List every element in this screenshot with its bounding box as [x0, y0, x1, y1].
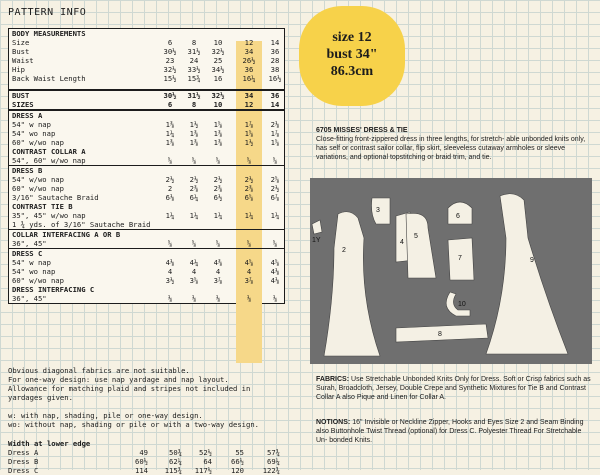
row-value: 36: [270, 47, 280, 56]
row-label: 54" wo nap: [12, 267, 56, 276]
row-value: ⅝: [215, 239, 221, 248]
size-badge: [302, 9, 402, 103]
row-value: 1½: [189, 120, 199, 129]
width-value: 115¾: [164, 466, 182, 475]
row-label: 54" wo nap: [12, 129, 56, 138]
table-row: [9, 38, 284, 47]
note-line: For one-way design: use nap yardage and nap layout.: [8, 375, 229, 384]
row-label: Hip: [12, 65, 25, 74]
row-value: 30½: [163, 91, 177, 100]
width-value: 49: [139, 448, 148, 457]
row-value: 34½: [211, 65, 225, 74]
row-value: 25: [213, 56, 223, 65]
row-value: 6⅞: [270, 193, 280, 202]
row-value: 23: [165, 56, 175, 65]
row-value: ⅝: [191, 156, 197, 165]
width-title: [8, 439, 283, 448]
measurement-table: [8, 28, 285, 304]
width-row-label: Dress A: [8, 448, 39, 457]
badge-size: size 12: [332, 30, 372, 45]
row-label: 60" w/wo nap: [12, 184, 64, 193]
row-value: 38: [270, 65, 280, 74]
width-value: 60½: [135, 457, 148, 466]
table-row: [9, 89, 284, 100]
row-value: 1½: [244, 138, 254, 147]
piece-label-9: 9: [530, 257, 534, 264]
table-row: [9, 184, 284, 193]
row-value: 2½: [189, 175, 199, 184]
yardage-notes: [8, 366, 283, 429]
pattern-description: [316, 126, 588, 162]
row-value: 1⅜: [165, 120, 175, 129]
table-row: [9, 56, 284, 65]
piece-2-shape: [324, 212, 380, 356]
width-row-label: Dress B: [8, 457, 39, 466]
width-row: [8, 448, 283, 457]
text-line: Collar A also Pique and Linen for Collar A.: [316, 394, 446, 401]
badge-bust: bust 34": [326, 47, 378, 62]
row-value: ⅝: [272, 239, 278, 248]
row-value: 4⅛: [270, 276, 280, 285]
text-line: Use Stretchable Unbonded Knits Only for Dress.: [351, 376, 504, 383]
row-value: 6½: [213, 193, 223, 202]
table-row: [9, 138, 284, 147]
piece-6-shape: [448, 202, 472, 224]
width-row: [8, 466, 283, 475]
body-measurements-title: [9, 29, 284, 38]
row-value: 1⅞: [270, 129, 280, 138]
section-contrast_tie_b: [9, 202, 284, 211]
row-label: 3/16" Sautache Braid: [12, 193, 99, 202]
row-label: 60" w/wo nap: [12, 138, 64, 147]
width-title-text: Width at lower edge: [8, 439, 91, 448]
row-value: 2½: [165, 175, 175, 184]
table-row: [9, 74, 284, 83]
row-value: 1⅜: [189, 138, 199, 147]
row-label: 54", 60" w/wo nap: [12, 156, 86, 165]
row-value: 15½: [163, 74, 177, 83]
row-value: 4⅜: [213, 258, 223, 267]
row-value: 1⅜: [213, 129, 223, 138]
row-label: Waist: [12, 56, 34, 65]
piece-label-2: 2: [342, 247, 346, 254]
section-collar_interfacing: [9, 229, 284, 239]
pattern-info-heading: PATTERN INFO: [8, 7, 87, 18]
row-value: 6⅛: [165, 193, 175, 202]
section-label: COLLAR INTERFACING A OR B: [12, 230, 121, 239]
row-value: 3½: [165, 276, 175, 285]
row-value: 32½: [211, 47, 225, 56]
badge-cm: 86.3cm: [330, 64, 374, 79]
row-value: 1⅝: [213, 120, 223, 129]
row-value: 26½: [242, 56, 256, 65]
row-value: 1⅜: [189, 129, 199, 138]
table-row: [9, 120, 284, 129]
text-line: (optional) for Dress C. Polyester Thread For Stretchable Un-: [316, 428, 582, 444]
row-value: 10: [213, 100, 223, 109]
width-value: 66½: [231, 457, 244, 466]
section-label: CONTRAST COLLAR A: [12, 147, 86, 156]
pattern-number: 6705: [316, 127, 332, 134]
row-value: 16¼: [242, 74, 256, 83]
piece-5-shape: [406, 213, 436, 278]
row-value: 1¼: [165, 211, 175, 220]
row-value: 2: [167, 184, 173, 193]
row-value: 4¼: [189, 258, 199, 267]
text-line: Double Crepe and Synthetic Mixtures for Tie B and Contrast: [399, 385, 586, 392]
description-text: [316, 135, 588, 162]
section-label: DRESS C: [12, 249, 43, 258]
piece-label-7: 7: [458, 255, 462, 262]
row-label: 60" w/wo nap: [12, 276, 64, 285]
row-value: 4: [167, 267, 173, 276]
row-value: 1¼: [270, 211, 280, 220]
table-row: [9, 65, 284, 74]
fabrics-text: [316, 376, 591, 401]
row-label: 54" w nap: [12, 120, 51, 129]
row-value: 10: [213, 38, 223, 47]
text-line: Close-fitting front-zippered dress in three lengths, for stretch-: [316, 136, 507, 143]
row-label: Back Waist Length: [12, 74, 86, 83]
width-value: 62¼: [169, 457, 182, 466]
table-row: [9, 276, 284, 285]
row-value: 8: [191, 38, 197, 47]
row-label: 54" w nap: [12, 258, 51, 267]
row-value: 6⅝: [244, 193, 254, 202]
row-value: 4: [246, 267, 252, 276]
note-line: [8, 402, 283, 411]
width-row-label: Dress C: [8, 466, 39, 475]
row-value: 12: [244, 100, 254, 109]
width-value: 50¾: [169, 448, 182, 457]
row-value: 34: [244, 91, 254, 100]
section-label: CONTRAST TIE B: [12, 202, 73, 211]
row-value: 1⅞: [244, 120, 254, 129]
row-value: 2½: [244, 175, 254, 184]
piece-9-shape: [486, 194, 568, 354]
row-label: 54" w/wo nap: [12, 175, 64, 184]
section-label: DRESS A: [12, 111, 43, 120]
row-value: 2⅜: [189, 184, 199, 193]
row-value: 30½: [163, 47, 177, 56]
row-label: Size: [12, 38, 30, 47]
table-row: [9, 267, 284, 276]
row-value: 3⅝: [189, 276, 199, 285]
width-value: 52½: [199, 448, 212, 457]
row-value: 31½: [187, 47, 201, 56]
row-value: 16: [213, 74, 223, 83]
row-value: 6¼: [189, 193, 199, 202]
piece-label-8: 8: [438, 331, 442, 338]
row-value: 1⅜: [165, 138, 175, 147]
text-line: flip skirt, sleeveless cutaway armholes or sleeve variations,: [316, 145, 566, 161]
note-line: Obvious diagonal fabrics are not suitable.: [8, 366, 190, 375]
row-value: ⅝: [246, 239, 252, 248]
piece-1-shape: [312, 220, 322, 234]
table-row: [9, 129, 284, 138]
row-value: ⅝: [167, 239, 173, 248]
row-label: 36", 45": [12, 239, 47, 248]
row-value: 16½: [268, 74, 282, 83]
piece-8-shape: [396, 324, 488, 342]
row-value: 15¾: [187, 74, 201, 83]
row-value: 32½: [211, 91, 225, 100]
row-value: 36: [244, 65, 254, 74]
row-value: 28: [270, 56, 280, 65]
row-value: 33½: [187, 65, 201, 74]
piece-label-6: 6: [456, 213, 460, 220]
table-row: [9, 175, 284, 184]
piece-label-4: 4: [400, 239, 404, 246]
row-value: 1¼: [244, 211, 254, 220]
row-value: ⅝: [272, 156, 278, 165]
piece-label-5: 5: [414, 233, 418, 240]
row-value: 3⅞: [244, 276, 254, 285]
row-value: ⅛: [272, 294, 278, 303]
width-row: [8, 457, 283, 466]
row-value: 2⅛: [270, 120, 280, 129]
row-value: ⅛: [215, 294, 221, 303]
row-label: BUST: [12, 91, 30, 100]
piece-label-1: 1Y: [312, 237, 321, 244]
row-value: ⅝: [246, 156, 252, 165]
piece-label-10: 10: [458, 301, 466, 308]
row-value: 24: [189, 56, 199, 65]
row-value: 12: [244, 38, 254, 47]
section-label: BODY MEASUREMENTS: [12, 29, 86, 38]
row-value: 1¼: [213, 211, 223, 220]
row-value: 1⅜: [213, 138, 223, 147]
row-value: ⅝: [215, 156, 221, 165]
table-row: [9, 211, 284, 220]
row-value: 1⅝: [244, 129, 254, 138]
row-value: 2⅜: [244, 184, 254, 193]
row-value: ⅝: [191, 239, 197, 248]
notions-text: [316, 419, 583, 444]
row-value: 34: [244, 47, 254, 56]
section-label: DRESS B: [12, 166, 43, 175]
width-value: 64: [203, 457, 212, 466]
row-label: SIZES: [12, 100, 34, 109]
note-line: Allowance for matching plaid and stripes not included in: [8, 384, 251, 393]
row-label: Bust: [12, 47, 30, 56]
width-value: 57¾: [267, 448, 280, 457]
row-value: 6: [167, 38, 173, 47]
row-value: 4: [215, 267, 221, 276]
table-row: [9, 239, 284, 248]
row-value: 14: [270, 38, 280, 47]
piece-label-3: 3: [376, 207, 380, 214]
row-value: 31½: [187, 91, 201, 100]
measurement-column: [8, 28, 283, 475]
text-line: Size 2 and Seam Binding also Buttonhole Twist Thread: [316, 419, 584, 435]
table-row: [9, 156, 284, 165]
row-value: ⅛: [167, 294, 173, 303]
row-value: 1⅝: [270, 138, 280, 147]
fabrics-section: [316, 375, 591, 402]
pattern-pieces-svg: [310, 178, 592, 364]
table-row: [9, 294, 284, 303]
note-line: yardages given.: [8, 393, 73, 402]
row-label: 1 ¾ yds. of 3/16" Sautache Braid: [12, 220, 151, 229]
pattern-title: MISSES' DRESS & TIE: [333, 127, 408, 134]
fabrics-label: FABRICS:: [316, 376, 350, 383]
table-row: [9, 100, 284, 109]
row-label: 35", 45" w/wo nap: [12, 211, 86, 220]
row-value: 32½: [163, 65, 177, 74]
width-value: 69¼: [267, 457, 280, 466]
row-value: 2⅜: [213, 184, 223, 193]
section-dress_b: [9, 165, 284, 175]
width-value: 114: [135, 466, 148, 475]
piece-3-shape: [372, 198, 391, 224]
note-line: w: with nap, shading, pile or one-way design.: [8, 411, 203, 420]
table-row: [9, 47, 284, 56]
row-value: 36: [270, 91, 280, 100]
width-value: 55: [235, 448, 244, 457]
row-value: ⅝: [167, 156, 173, 165]
row-value: 2⅝: [270, 175, 280, 184]
text-line: Soft or Crisp fabrics such as Surah, Broadcloth, Jersey,: [316, 376, 591, 392]
row-value: 2½: [213, 175, 223, 184]
row-value: 1¼: [189, 211, 199, 220]
row-value: 4⅝: [244, 258, 254, 267]
row-value: 3⅞: [213, 276, 223, 285]
text-line: 16" Invisible or Neckline Zipper, Hooks and Eyes: [352, 419, 505, 426]
text-line: and optional topstitching or braid trim, and tie.: [349, 154, 492, 161]
notions-section: [316, 418, 591, 445]
row-value: 4: [191, 267, 197, 276]
width-value: 117½: [194, 466, 212, 475]
width-value: 120: [231, 466, 244, 475]
table-row: [9, 193, 284, 202]
text-line: able unbonded knits only, has self or contrast sailor collar,: [316, 136, 586, 152]
section-dress_a: [9, 109, 284, 120]
row-label: 36", 45": [12, 294, 47, 303]
section-dress_c: [9, 248, 284, 258]
section-contrast_collar_a: [9, 147, 284, 156]
row-value: 8: [191, 100, 197, 109]
text-line: bonded Knits.: [329, 437, 373, 444]
section-label: DRESS INTERFACING C: [12, 285, 95, 294]
notions-label: NOTIONS:: [316, 419, 351, 426]
pattern-pieces-diagram: [310, 178, 592, 364]
table-row: [9, 220, 284, 229]
row-value: 4⅝: [270, 258, 280, 267]
note-line: wo: without nap, shading or pile or with a two-way design.: [8, 420, 259, 429]
row-value: 1¼: [165, 129, 175, 138]
row-value: 2½: [270, 184, 280, 193]
row-value: 14: [270, 100, 280, 109]
row-value: ⅛: [191, 294, 197, 303]
row-value: ⅛: [246, 294, 252, 303]
row-value: 6: [167, 100, 173, 109]
row-value: 4⅛: [165, 258, 175, 267]
row-value: 4⅛: [270, 267, 280, 276]
section-dress_interfacing_c: [9, 285, 284, 294]
width-value: 122¾: [262, 466, 280, 475]
table-row: [9, 258, 284, 267]
